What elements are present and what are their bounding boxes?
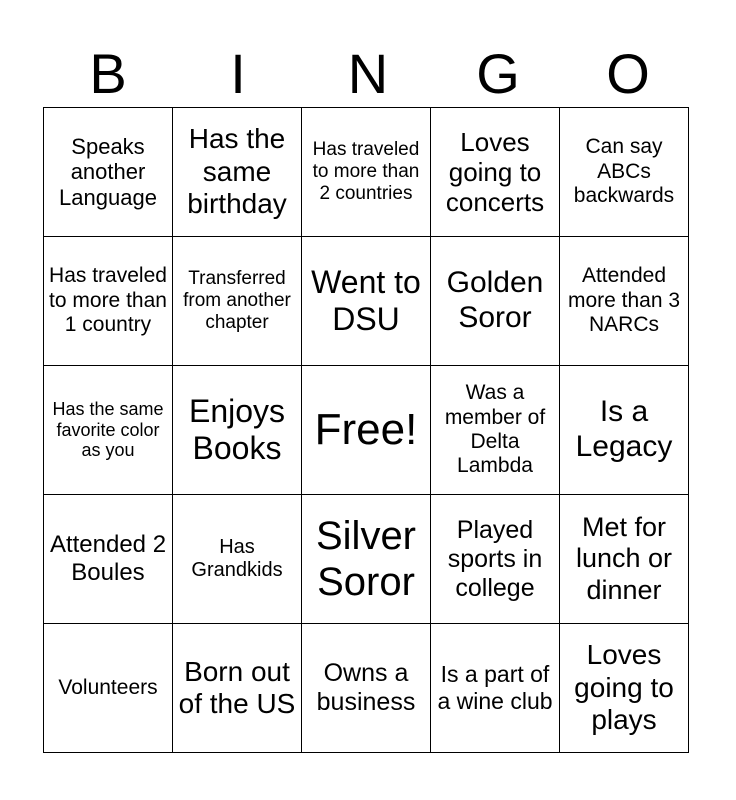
bingo-cell[interactable]: [560, 108, 689, 237]
header-letter-b: B: [89, 42, 127, 105]
header-letter-g: G: [476, 42, 520, 105]
cell-text: Attended 2 Boules: [49, 531, 167, 586]
cell-text: Has the same birthday: [187, 123, 287, 220]
header-letter-i: I: [230, 42, 246, 105]
bingo-cell[interactable]: [302, 108, 431, 237]
bingo-cell[interactable]: [560, 624, 689, 753]
bingo-cell[interactable]: [302, 624, 431, 753]
cell-text: Played sports in college: [447, 515, 543, 602]
cell-text: Has traveled to more than 1 country: [49, 264, 167, 337]
bingo-header: [43, 40, 693, 108]
bingo-cell[interactable]: [431, 366, 560, 495]
board-row: [44, 108, 689, 237]
cell-text: Silver Soror: [315, 513, 417, 604]
cell-text: Can say ABCs backwards: [573, 135, 675, 208]
cell-text: Volunteers: [58, 675, 158, 699]
bingo-cell[interactable]: [173, 108, 302, 237]
cell-text: Loves going to concerts: [445, 126, 545, 218]
cell-text: Golden Soror: [446, 266, 544, 334]
cell-text: Loves going to plays: [574, 639, 674, 736]
bingo-cell[interactable]: [560, 495, 689, 624]
bingo-cell[interactable]: [431, 495, 560, 624]
bingo-cell[interactable]: [173, 237, 302, 366]
cell-text: Has Grandkids: [191, 535, 283, 581]
cell-text: Has traveled to more than 2 countries: [312, 138, 420, 205]
bingo-cell[interactable]: [44, 624, 173, 753]
bingo-cell[interactable]: [44, 237, 173, 366]
board-row: [44, 366, 689, 495]
cell-text: Born out of the US: [178, 655, 296, 719]
cell-text: Is a part of a wine club: [437, 661, 553, 714]
cell-text: Speaks another Language: [59, 133, 157, 210]
bingo-cell[interactable]: [44, 495, 173, 624]
bingo-cell[interactable]: [560, 366, 689, 495]
cell-text: Transferred from another chapter: [183, 267, 291, 334]
bingo-cell[interactable]: [431, 237, 560, 366]
bingo-cell[interactable]: [302, 366, 431, 495]
bingo-cell[interactable]: [431, 624, 560, 753]
bingo-board: [43, 107, 689, 753]
cell-text: Went to DSU: [311, 263, 421, 337]
board-row: [44, 624, 689, 753]
bingo-cell[interactable]: [302, 237, 431, 366]
bingo-cell[interactable]: [44, 366, 173, 495]
bingo-cell[interactable]: [173, 366, 302, 495]
cell-text: Was a member of Delta Lambda: [444, 381, 546, 478]
header-letter-n: N: [347, 42, 389, 105]
cell-text: Owns a business: [316, 659, 416, 716]
cell-text: Met for lunch or dinner: [575, 512, 673, 605]
bingo-cell[interactable]: [302, 495, 431, 624]
cell-text: Has the same favorite color as you: [52, 398, 164, 461]
cell-text: Free!: [314, 405, 418, 455]
board-row: [44, 495, 689, 624]
bingo-cell[interactable]: [44, 108, 173, 237]
cell-text: Enjoys Books: [188, 392, 286, 466]
bingo-cell[interactable]: [173, 624, 302, 753]
bingo-cell[interactable]: [560, 237, 689, 366]
bingo-cell[interactable]: [431, 108, 560, 237]
cell-text: Is a Legacy: [575, 395, 673, 463]
board-row: [44, 237, 689, 366]
header-letter-o: O: [606, 42, 650, 105]
bingo-cell[interactable]: [173, 495, 302, 624]
cell-text: Attended more than 3 NARCs: [567, 264, 681, 337]
